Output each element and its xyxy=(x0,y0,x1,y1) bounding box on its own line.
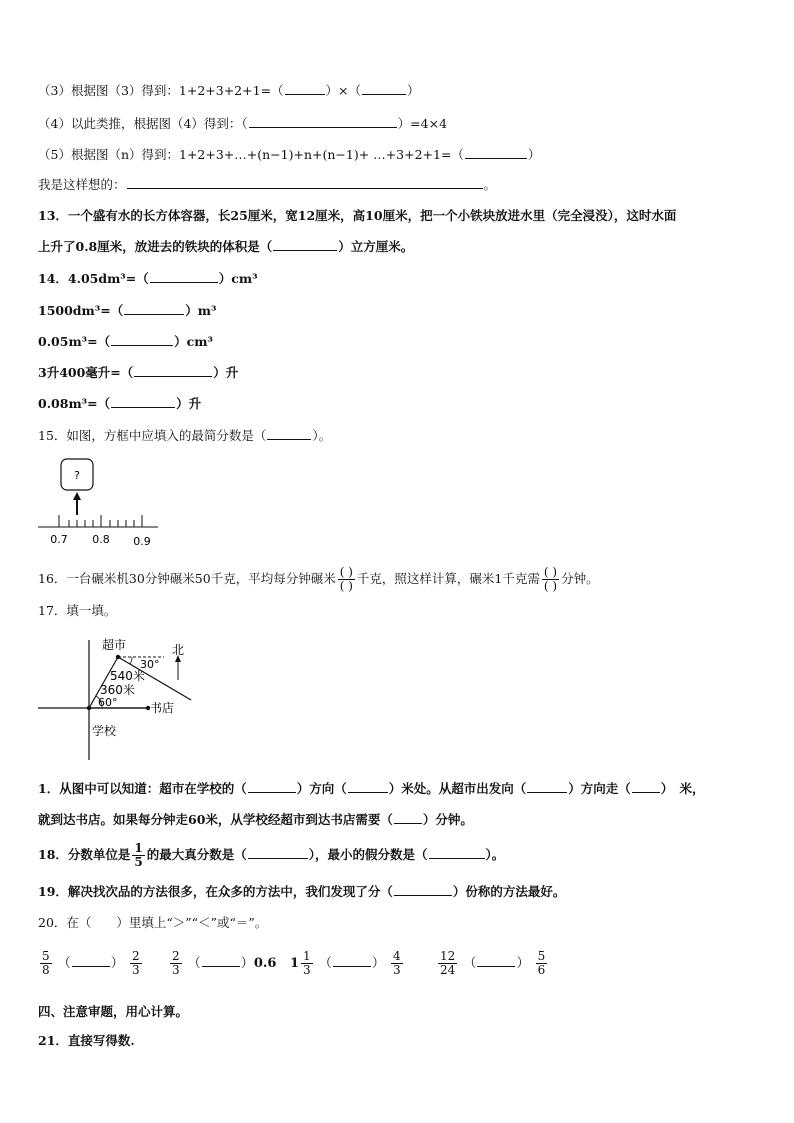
label-angle-top: 30° xyxy=(140,658,160,671)
q21-title: 21．直接写得数. xyxy=(38,1033,135,1048)
q14-row1: 14．4.05dm³=（ ）cm³ xyxy=(38,271,258,286)
fraction: $\frac{2}{3}$ xyxy=(131,949,140,977)
answer-blank[interactable] xyxy=(362,83,406,95)
q17-title: 17．填一填。 xyxy=(38,603,117,618)
q13-line2: 上升了0.8厘米，放进去的铁块的体积是（ ）立方厘米。 xyxy=(38,239,414,254)
q18-text: 18．分数单位是 $\frac{1}{5}$ 的最大真分数是（ ），最小的假分数是（ ）。 xyxy=(38,841,505,869)
answer-blank[interactable] xyxy=(111,334,173,346)
q20-item-1: $\frac{5}{8}$ （ ） $\frac{2}{3}$ xyxy=(42,949,140,977)
answer-blank[interactable] xyxy=(134,365,212,377)
compare-blank[interactable] xyxy=(333,955,371,967)
label-north: 北 xyxy=(172,643,185,657)
q14-row4: 3升400毫升=（ ）升 xyxy=(38,365,239,380)
q14-row5: 0.08m³=（ ）升 xyxy=(38,396,202,411)
answer-blank[interactable] xyxy=(127,177,483,189)
fraction: $\frac{12}{24}$ xyxy=(440,949,456,977)
arrow-up-icon xyxy=(73,492,81,500)
fraction: $\frac{2}{3}$ xyxy=(172,949,180,977)
answer-fraction[interactable]: $\frac{( )}{( )}$ xyxy=(543,565,558,593)
answer-blank[interactable] xyxy=(249,116,397,128)
answer-fraction[interactable]: $\frac{( )}{( )}$ xyxy=(339,565,353,593)
answer-blank[interactable] xyxy=(124,303,184,315)
q19-text: 19．解决找次品的方法很多，在众多的方法中，我们发现了分（ ）份称的方法最好。 xyxy=(38,884,566,899)
q12-part5: （5）根据图（n）得到：1+2+3+…+(n−1)+n+(n−1)+ …+3+2+1=（ ） xyxy=(38,147,541,162)
unit-fraction: $\frac{1}{5}$ xyxy=(134,841,143,869)
label-distance-540: 540米 xyxy=(110,669,145,683)
answer-blank[interactable] xyxy=(273,239,337,251)
label-bookstore: 书店 xyxy=(150,701,175,715)
q20-item-4: $\frac{12}{24}$ （ ） $\frac{5}{6}$ xyxy=(440,949,546,977)
answer-blank[interactable] xyxy=(248,847,308,859)
q12-part3: （3）根据图（3）得到：1+2+3+2+1=（ ）×（ ） xyxy=(38,83,420,98)
tick-label: 0.8 xyxy=(92,533,110,546)
compare-blank[interactable] xyxy=(477,955,515,967)
fraction: $\frac{4}{3}$ xyxy=(393,949,401,977)
answer-blank[interactable] xyxy=(267,428,311,440)
section4-title: 四、注意审题，用心计算。 xyxy=(38,1004,189,1019)
q20-item-2: $\frac{2}{3}$ （ ）0.6 xyxy=(172,949,277,977)
box-question-mark: ? xyxy=(74,469,80,482)
answer-blank[interactable] xyxy=(632,781,660,793)
answer-blank[interactable] xyxy=(394,812,422,824)
answer-blank[interactable] xyxy=(394,884,452,896)
answer-blank[interactable] xyxy=(527,781,567,793)
label-school: 学校 xyxy=(92,724,117,738)
answer-blank[interactable] xyxy=(111,396,175,408)
compare-blank[interactable] xyxy=(72,955,110,967)
q13-line1: 13．一个盛有水的长方体容器，长25厘米，宽12厘米，高10厘米，把一个小铁块放进水里（完全浸没），这时水面 xyxy=(38,208,677,223)
tick-label: 0.7 xyxy=(50,533,68,546)
fraction: $\frac{5}{6}$ xyxy=(537,949,546,977)
q14-row2: 1500dm³=（ ）m³ xyxy=(38,303,217,318)
q15-text: 15．如图，方框中应填入的最简分数是（ ）。 xyxy=(38,428,332,443)
label-distance-360: 360米 xyxy=(100,683,135,697)
market-point xyxy=(116,655,120,659)
fraction: $\frac{5}{8}$ xyxy=(42,949,50,977)
answer-blank[interactable] xyxy=(348,781,388,793)
answer-blank[interactable] xyxy=(285,83,325,95)
label-angle-bottom: 60° xyxy=(98,696,118,709)
answer-blank[interactable] xyxy=(429,847,485,859)
label-market: 超市 xyxy=(102,638,127,652)
q12-part4: （4）以此类推，根据图（4）得到：（ ）=4×4 xyxy=(38,116,448,131)
number-line-figure xyxy=(30,452,170,550)
school-point xyxy=(87,706,91,710)
q16-text: 16．一台碾米机30分钟碾米50千克，平均每分钟碾米 $\frac{( )}{( )}$ 千克，照这样计算，碾米1千克需 $\frac{( )}{( )}$ 分钟。 xyxy=(38,565,599,593)
q14-row3: 0.05m³=（ ）cm³ xyxy=(38,334,213,349)
q12-reasoning: 我是这样想的： 。 xyxy=(38,177,497,192)
q17-sub1: 1．从图中可以知道：超市在学校的（ ）方向（ ）米处。从超市出发向（ ）方向走（ ） 米， xyxy=(38,781,705,796)
fraction: $\frac{1}{3}$ xyxy=(303,949,311,977)
answer-blank[interactable] xyxy=(465,147,527,159)
direction-map-figure xyxy=(36,630,196,765)
answer-blank[interactable] xyxy=(150,271,218,283)
tick-label: 0.9 xyxy=(133,535,151,548)
angle-arc-top xyxy=(130,657,132,664)
answer-blank[interactable] xyxy=(248,781,296,793)
q20-item-3: 1 $\frac{1}{3}$ （ ） $\frac{4}{3}$ xyxy=(290,949,401,977)
q17-sub2: 就到达书店。如果每分钟走60米，从学校经超市到达书店需要（ ）分钟。 xyxy=(38,812,473,827)
q20-title: 20．在（ ）里填上“＞”“＜”或“＝”。 xyxy=(38,915,268,930)
compare-blank[interactable] xyxy=(202,955,240,967)
